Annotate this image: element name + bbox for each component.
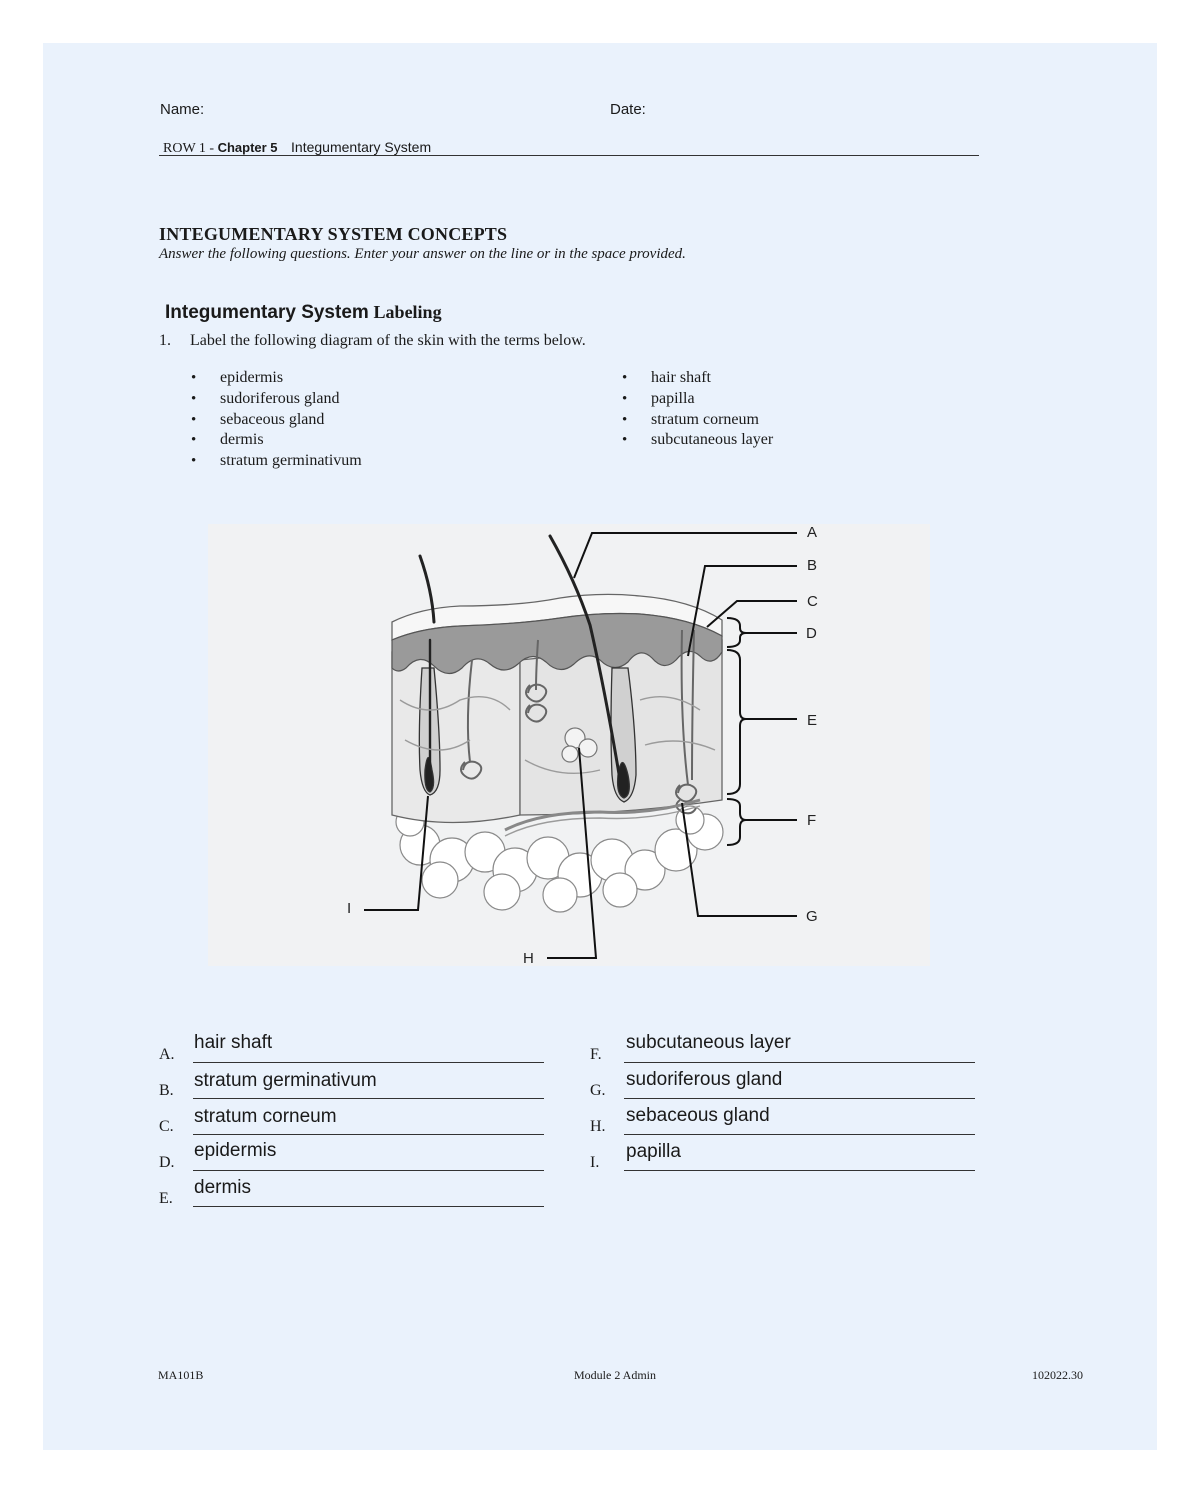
header-rule (159, 155, 979, 156)
section-heading-serif: Labeling (373, 302, 442, 322)
answer-line (193, 1134, 544, 1135)
answer-letter: H. (590, 1118, 606, 1135)
page-title: INTEGUMENTARY SYSTEM CONCEPTS (159, 224, 508, 244)
date-label: Date: (610, 101, 646, 118)
answer-field-a[interactable]: hair shaft (194, 1032, 273, 1053)
diagram-label-h: H (523, 950, 534, 967)
answer-line (193, 1206, 544, 1207)
diagram-label-c: C (807, 593, 818, 610)
answer-line (624, 1062, 975, 1063)
answer-letter: I. (590, 1154, 600, 1171)
diagram-label-e: E (807, 712, 818, 729)
question-text: Label the following diagram of the skin with the terms below. (190, 332, 586, 349)
answer-line (624, 1170, 975, 1171)
diagram-label-i: I (347, 900, 352, 917)
answer-line (624, 1098, 975, 1099)
answer-line (624, 1134, 975, 1135)
term-item: • sebaceous gland (191, 410, 362, 431)
name-label: Name: (160, 101, 205, 118)
answer-field-f[interactable]: subcutaneous layer (626, 1032, 791, 1053)
term-item: • stratum germinativum (191, 451, 362, 472)
diagram-label-g: G (806, 908, 818, 925)
answer-field-i[interactable]: papilla (626, 1141, 681, 1162)
answer-letter: B. (159, 1082, 174, 1099)
term-item: • stratum corneum (622, 410, 773, 431)
answer-field-d[interactable]: epidermis (194, 1140, 277, 1161)
footer-version: 102022.30 (1032, 1368, 1083, 1382)
answer-letter: G. (590, 1082, 606, 1099)
diagram-label-b: B (807, 557, 818, 574)
answer-line (193, 1062, 544, 1063)
answer-letter: A. (159, 1046, 175, 1063)
section-heading (165, 302, 442, 324)
footer-course-code: MA101B (158, 1368, 204, 1382)
answer-line (193, 1170, 544, 1171)
term-item: • sudoriferous gland (191, 389, 362, 410)
diagram-label-f: F (807, 812, 817, 829)
topic-label: Integumentary System (291, 139, 432, 155)
answer-letter: F. (590, 1046, 602, 1063)
chapter-label: Chapter 5 (217, 140, 278, 155)
answer-field-c[interactable]: stratum corneum (194, 1106, 337, 1127)
diagram-label-d: D (806, 625, 817, 642)
answer-letter: E. (159, 1190, 173, 1207)
term-list-right (622, 368, 773, 451)
answer-field-g[interactable]: sudoriferous gland (626, 1069, 783, 1090)
section-heading-sans: Integumentary System (165, 302, 369, 323)
term-item: • subcutaneous layer (622, 430, 773, 451)
term-item: • papilla (622, 389, 773, 410)
answer-letter: D. (159, 1154, 175, 1171)
instructions: Answer the following questions. Enter your answer on the line or in the space provided. (159, 246, 686, 262)
answer-field-e[interactable]: dermis (194, 1177, 252, 1198)
course-code: ROW 1 - (163, 141, 215, 156)
term-list-left (191, 368, 362, 472)
answer-field-h[interactable]: sebaceous gland (626, 1105, 770, 1126)
term-item: • dermis (191, 430, 362, 451)
diagram-label-a: A (807, 524, 818, 541)
footer-module: Module 2 Admin (574, 1368, 657, 1382)
answer-line (193, 1098, 544, 1099)
term-item: • hair shaft (622, 368, 773, 389)
question-number: 1. (159, 332, 171, 349)
skin-diagram (208, 524, 930, 966)
answer-field-b[interactable]: stratum germinativum (194, 1070, 377, 1091)
answer-letter: C. (159, 1118, 174, 1135)
term-item: • epidermis (191, 368, 362, 389)
